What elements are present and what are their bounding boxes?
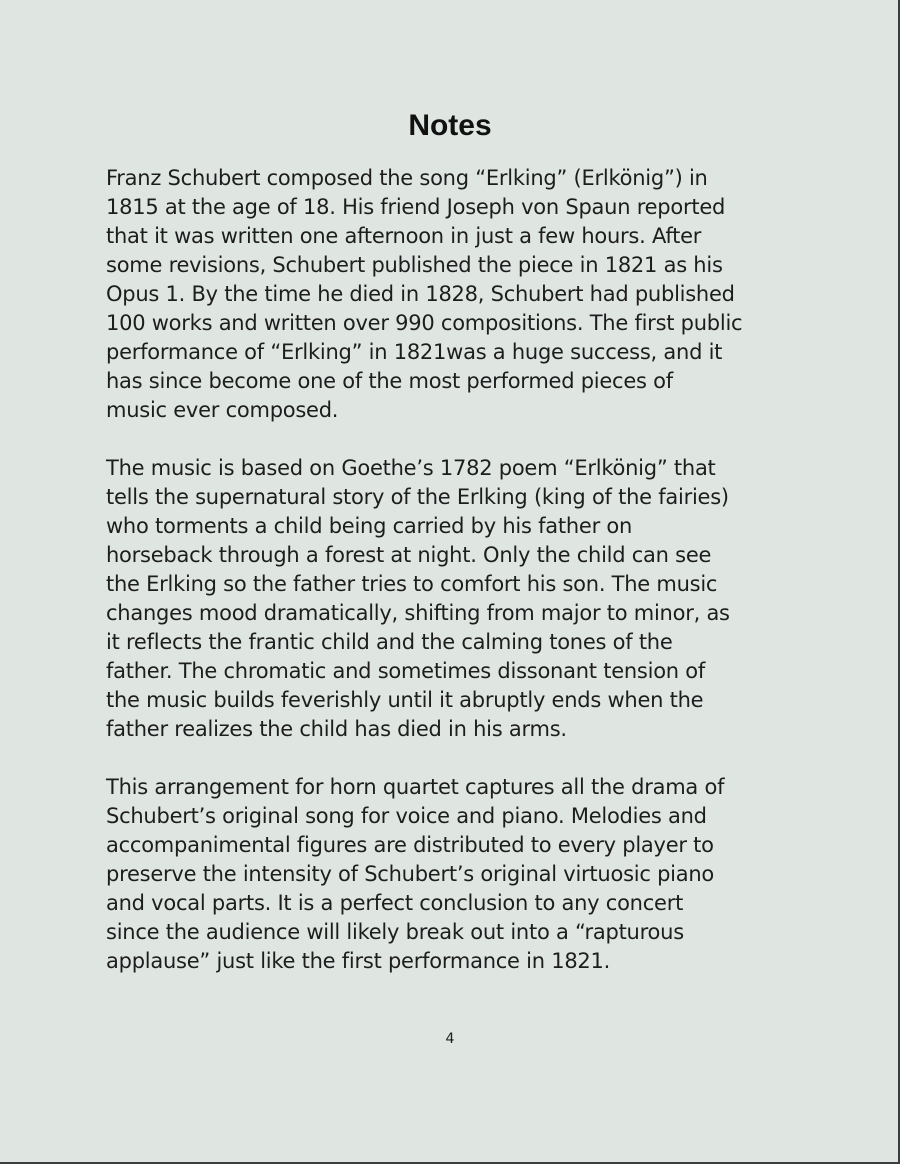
text-line: father realizes the child has died in his arms. [106, 717, 567, 741]
text-line: the Erlking so the father tries to comfort his son. The music [106, 572, 718, 596]
text-line: it reflects the frantic child and the calming tones of the [106, 630, 673, 654]
text-line: Franz Schubert composed the song “Erlking” (Erlkönig”) in [106, 166, 708, 190]
text-line: 1815 at the age of 18. His friend Joseph von Spaun reported [106, 195, 726, 219]
text-line: father. The chromatic and sometimes dissonant tension of [106, 659, 706, 683]
text-line: tells the supernatural story of the Erlking (king of the fairies) [106, 485, 729, 509]
text-line: since the audience will likely break out into a “rapturous [106, 920, 684, 944]
text-line: some revisions, Schubert published the piece in 1821 as his [106, 253, 723, 277]
text-line: has since become one of the most performed pieces of [106, 369, 673, 393]
text-line: preserve the intensity of Schubert’s original virtuosic piano [106, 862, 715, 886]
text-line: Schubert’s original song for voice and piano. Melodies and [106, 804, 707, 828]
notes-body [106, 164, 806, 1005]
paragraph-2 [106, 454, 806, 744]
text-line: changes mood dramatically, shifting from major to minor, as [106, 601, 730, 625]
text-line: This arrangement for horn quartet captures all the drama of [106, 775, 725, 799]
text-line: performance of “Erlking” in 1821was a huge success, and it [106, 340, 723, 364]
page-title: Notes [408, 109, 492, 142]
paragraph-1 [106, 164, 806, 425]
paragraph-3 [106, 773, 806, 976]
text-line: who torments a child being carried by his father on [106, 514, 633, 538]
text-line: music ever composed. [106, 398, 339, 422]
text-line: the music builds feverishly until it abruptly ends when the [106, 688, 704, 712]
text-line: Opus 1. By the time he died in 1828, Schubert had published [106, 282, 735, 306]
text-line: 100 works and written over 990 compositions. The first public [106, 311, 743, 335]
text-line: applause” just like the first performance in 1821. [106, 949, 611, 973]
text-line: accompanimental figures are distributed to every player to [106, 833, 714, 857]
text-line: that it was written one afternoon in just a few hours. After [106, 224, 702, 248]
text-line: horseback through a forest at night. Only the child can see [106, 543, 712, 567]
page-number: 4 [445, 1031, 455, 1047]
text-line: and vocal parts. It is a perfect conclusion to any concert [106, 891, 684, 915]
text-line: The music is based on Goethe’s 1782 poem “Erlkönig” that [106, 456, 716, 480]
